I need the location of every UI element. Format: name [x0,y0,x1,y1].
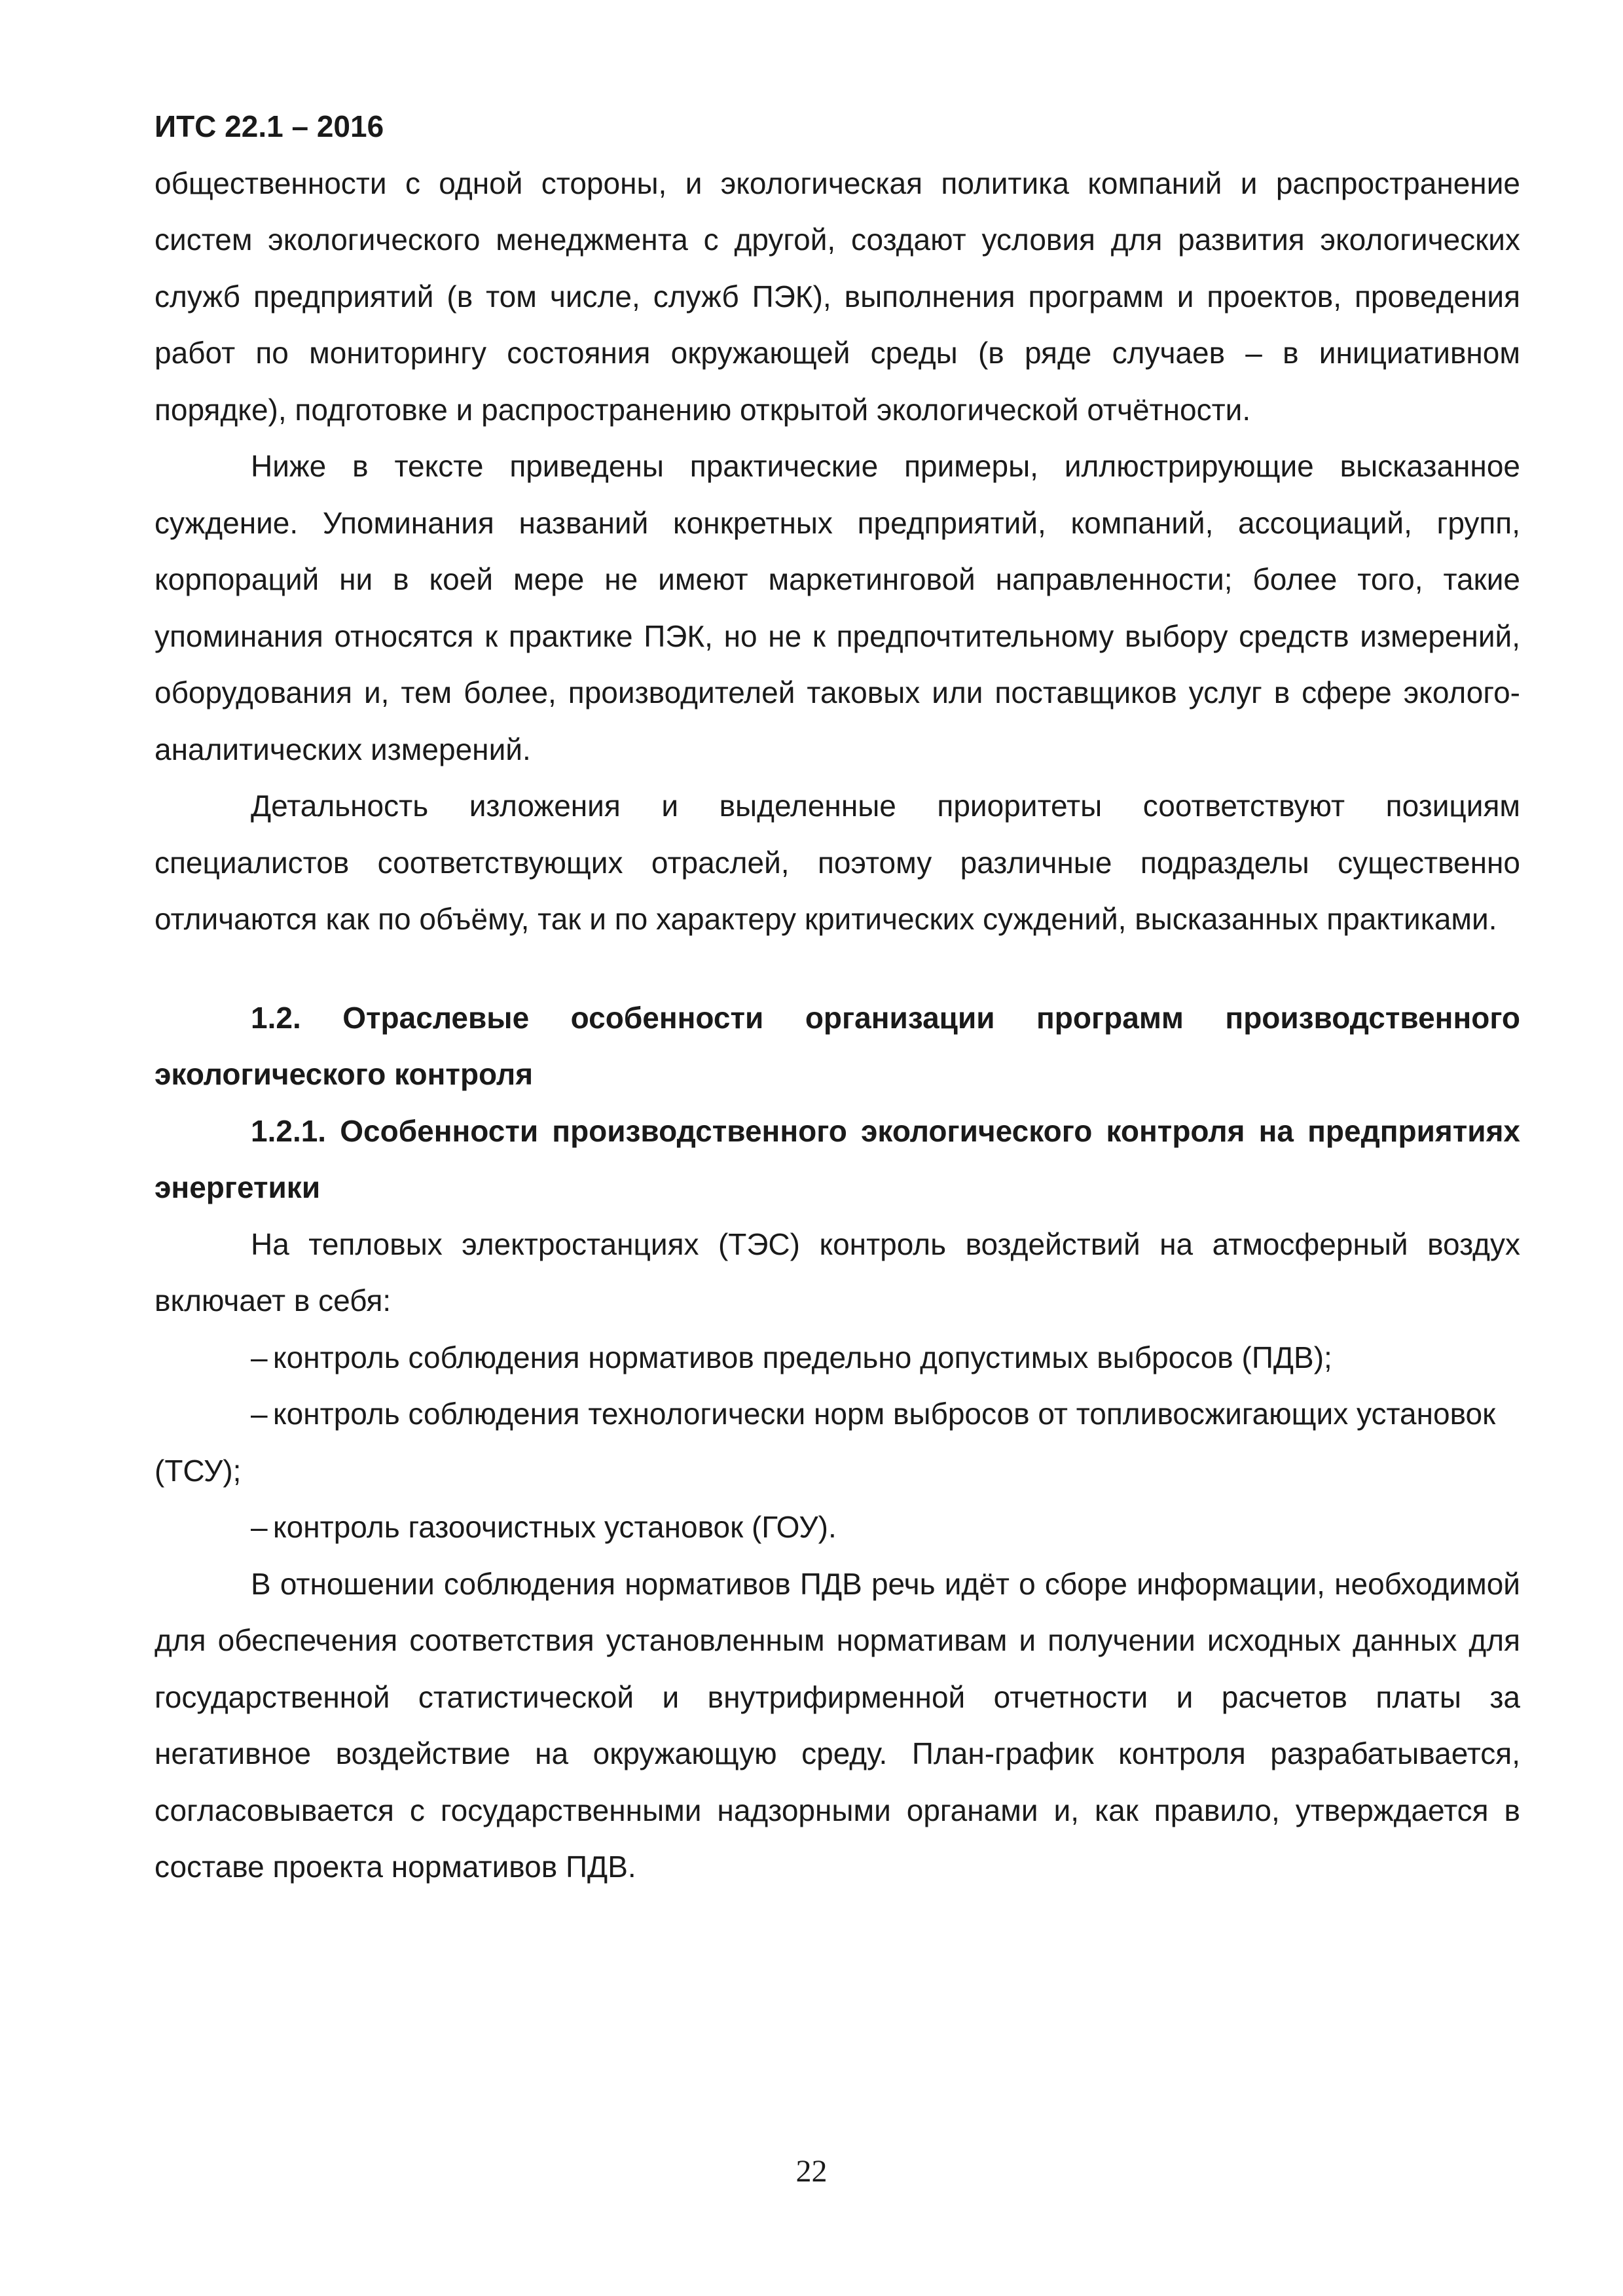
list-item-text: контроль соблюдения нормативов предельно допустимых выбросов (ПДВ); [273,1340,1332,1374]
paragraph-continuation: общественности с одной стороны, и экологическая политика компаний и распространение систем экологического менеджмента с другой, создают условия для развития экологических служб предприятий (в том числе, служб ПЭК), выполнения программ и проектов, проведения работ по мониторингу состояния окружающей среды (в ряде случаев – в инициативном порядке), подготовке и распространению открытой экологической отчётности. [155,166,1520,427]
list-item [155,1329,1520,1386]
section-heading: 1.2. Отраслевые особенности организации программ производственного экологического контроля [155,1000,1520,1091]
paragraph-examples-note: Ниже в тексте приведены практические примеры, иллюстрирующие высказанное суждение. Упоминания названий конкретных предприятий, компаний, ассоциаций, групп, корпораций ни в коей мере не имеют маркетинговой направленности; более того, такие упоминания относятся к практике ПЭК, но не к предпочтительному выбору средств измерений, оборудования и, тем более, производителей таковых или поставщиков услуг в сфере эколого-аналитических измерений. [155,449,1520,766]
dash-marker: – [251,1340,268,1374]
list-item-text: контроль соблюдения технологически норм выбросов от топливосжигающих установок (ТСУ); [155,1397,1496,1488]
list-item-text: контроль газоочистных установок (ГОУ). [273,1510,837,1544]
page-number: 22 [795,2154,828,2189]
subsection-heading: 1.2.1. Особенности производственного экологического контроля на предприятиях энергетики [155,1113,1520,1204]
list-item [155,1386,1520,1499]
list-item [155,1499,1520,1556]
dash-marker: – [251,1397,268,1431]
paragraph-pdv-compliance: В отношении соблюдения нормативов ПДВ речь идёт о сборе информации, необходимой для обеспечения соответствия установленным нормативам и получении исходных данных для государственной статистической и внутрифирменной отчетности и расчетов платы за негативное воздействие на окружающую среду. План-график контроля разрабатывается, согласовывается с государственными надзорными органами и, как правило, утверждается в составе проекта нормативов ПДВ. [155,1566,1520,1884]
paragraph-tes-intro: На тепловых электростанциях (ТЭС) контроль воздействий на атмосферный воздух включает в себя: [155,1227,1520,1318]
document-page [155,98,1520,1895]
dash-marker: – [251,1510,268,1544]
requirements-list [155,1329,1520,1556]
document-header: ИТС 22.1 – 2016 [155,109,384,143]
paragraph-detail-note: Детальность изложения и выделенные приоритеты соответствуют позициям специалистов соответствующих отраслей, поэтому различные подразделы существенно отличаются как по объёму, так и по характеру критических суждений, высказанных практиками. [155,789,1520,936]
